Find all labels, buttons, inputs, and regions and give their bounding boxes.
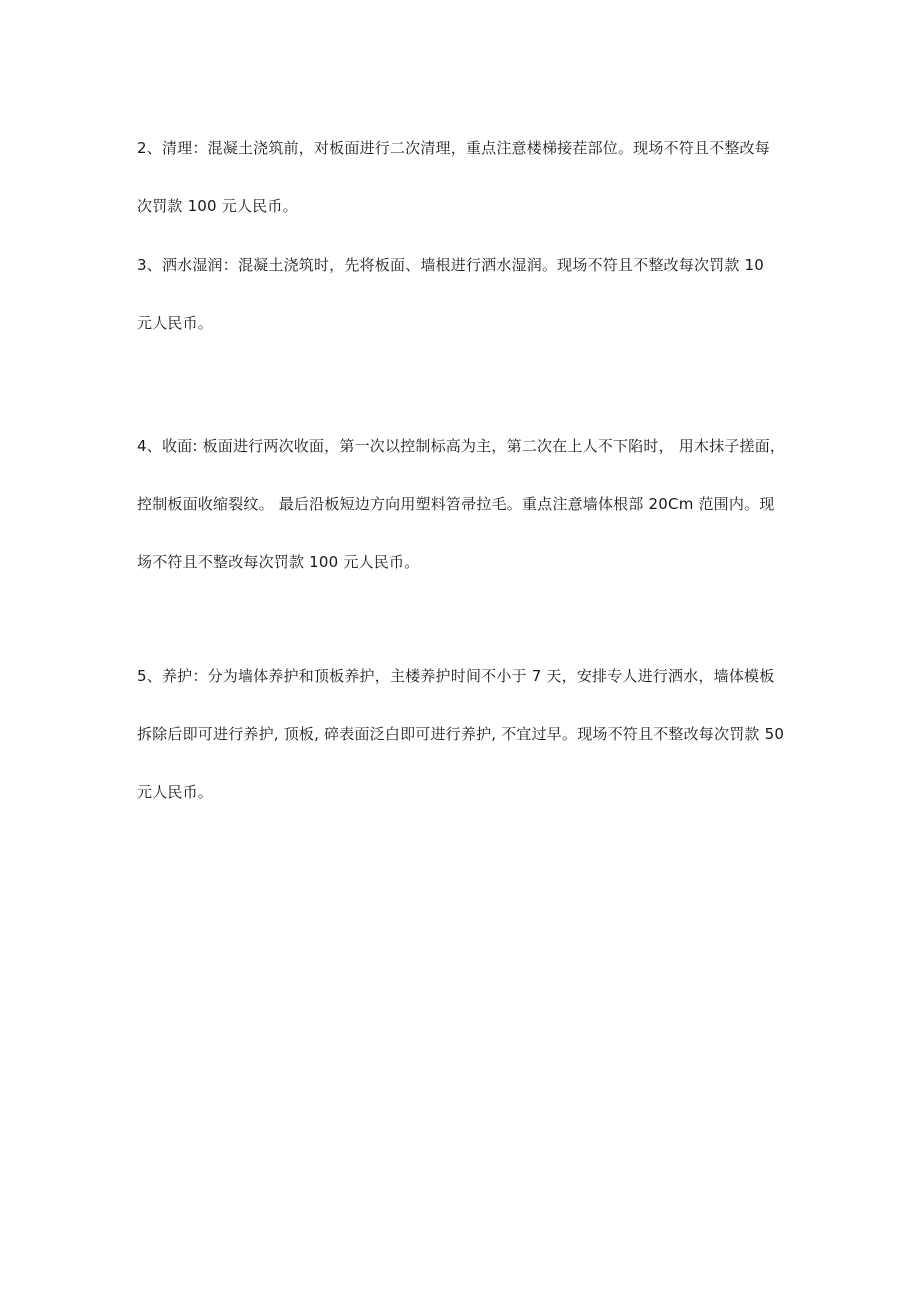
paragraph-line: 场不符且不整改每次罚款 100 元人民币。: [137, 553, 420, 571]
paragraph-line: 次罚款 100 元人民币。: [137, 197, 298, 215]
paragraph-curing: [137, 647, 787, 821]
paragraph-line: 元人民币。: [137, 314, 214, 332]
paragraph-surface-finishing: [137, 417, 787, 591]
paragraph-watering: [137, 236, 787, 352]
paragraph-cleaning: [137, 119, 787, 235]
paragraph-line: 拆除后即可进行养护, 顶板, 碎表面泛白即可进行养护, 不宜过早。现场不符且不整改每次罚款 50: [137, 725, 785, 743]
paragraph-line: 5、养护：分为墙体养护和顶板养护，主楼养护时间不小于 7 天，安排专人进行洒水，墙体模板: [137, 667, 775, 685]
paragraph-line: 3、洒水湿润：混凝土浇筑时，先将板面、墙根进行洒水湿润。现场不符且不整改每次罚款 10: [137, 256, 765, 274]
paragraph-line: 4、收面: 板面进行两次收面，第一次以控制标高为主，第二次在上人不下陷时， 用木抹子搓面，: [137, 437, 786, 455]
paragraph-line: 元人民币。: [137, 783, 214, 801]
paragraph-line: 2、清理：混凝土浇筑前，对板面进行二次清理，重点注意楼梯接茬部位。现场不符且不整改每: [137, 139, 770, 157]
paragraph-line: 控制板面收缩裂纹。 最后沿板短边方向用塑料笤帚拉毛。重点注意墙体根部 20Cm 范围内。现: [137, 495, 775, 513]
